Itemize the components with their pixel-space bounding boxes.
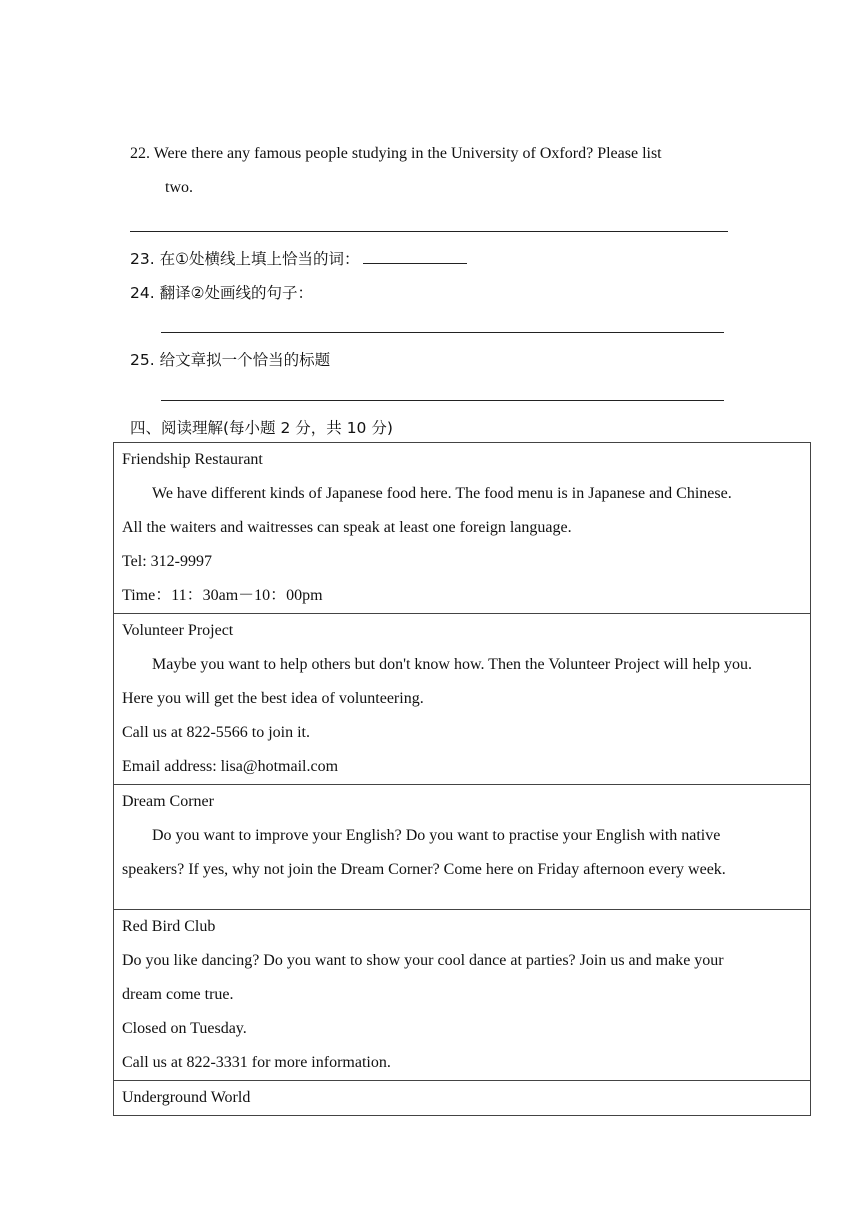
ad-text: Time：11：30am－10：00pm bbox=[122, 587, 323, 604]
ad-row-volunteer-project bbox=[114, 614, 811, 785]
answer-line-24[interactable] bbox=[161, 332, 724, 333]
ad-cell bbox=[114, 910, 811, 1081]
answer-line-25[interactable] bbox=[161, 400, 724, 401]
ad-text: dream come true. bbox=[122, 986, 234, 1003]
ad-cell bbox=[114, 614, 811, 785]
question-25: 25. 给文章拟一个恰当的标题 bbox=[130, 351, 331, 369]
ad-row-red-bird-club bbox=[114, 910, 811, 1081]
ad-text: Closed on Tuesday. bbox=[122, 1020, 247, 1037]
ad-title: Friendship Restaurant bbox=[122, 451, 263, 468]
ad-cell bbox=[114, 785, 811, 910]
ad-cell bbox=[114, 1081, 811, 1116]
ad-text: Do you like dancing? Do you want to show your cool dance at parties? Join us and make your bbox=[122, 952, 724, 969]
question-24: 24. 翻译②处画线的句子： bbox=[130, 284, 313, 302]
question-22-line-1: 22. Were there any famous people studying in the University of Oxford? Please list bbox=[130, 145, 662, 162]
ad-title: Red Bird Club bbox=[122, 918, 216, 935]
ad-text: Here you will get the best idea of volunteering. bbox=[122, 690, 424, 707]
ad-title: Underground World bbox=[122, 1089, 251, 1106]
ad-cell bbox=[114, 443, 811, 614]
ad-title: Dream Corner bbox=[122, 793, 214, 810]
ad-row-dream-corner bbox=[114, 785, 811, 910]
ad-text: All the waiters and waitresses can speak at least one foreign language. bbox=[122, 519, 572, 536]
section-heading: 四、阅读理解(每小题 2 分，共 10 分) bbox=[130, 419, 393, 437]
question-23-text: 23. 在①处横线上填上恰当的词： bbox=[130, 250, 360, 268]
answer-line-22[interactable] bbox=[130, 231, 728, 232]
ad-text: We have different kinds of Japanese food here. The food menu is in Japanese and Chinese. bbox=[152, 485, 732, 502]
question-22-line-2: two. bbox=[165, 179, 193, 196]
ad-text: Tel: 312-9997 bbox=[122, 553, 212, 570]
ad-text: Do you want to improve your English? Do you want to practise your English with native bbox=[152, 827, 721, 844]
ad-text: Maybe you want to help others but don't know how. Then the Volunteer Project will help you. bbox=[152, 656, 752, 673]
ad-text: speakers? If yes, why not join the Dream Corner? Come here on Friday afternoon every week. bbox=[122, 861, 726, 878]
ad-text: Email address: lisa@hotmail.com bbox=[122, 758, 339, 775]
ad-title: Volunteer Project bbox=[122, 622, 234, 639]
ad-text: Call us at 822-5566 to join it. bbox=[122, 724, 310, 741]
answer-blank-23[interactable] bbox=[363, 249, 467, 264]
ads-table bbox=[113, 442, 811, 1116]
ad-row-underground-world bbox=[114, 1081, 811, 1116]
ad-text: Call us at 822-3331 for more information. bbox=[122, 1054, 391, 1071]
question-23 bbox=[130, 247, 467, 269]
ad-row-friendship-restaurant bbox=[114, 443, 811, 614]
